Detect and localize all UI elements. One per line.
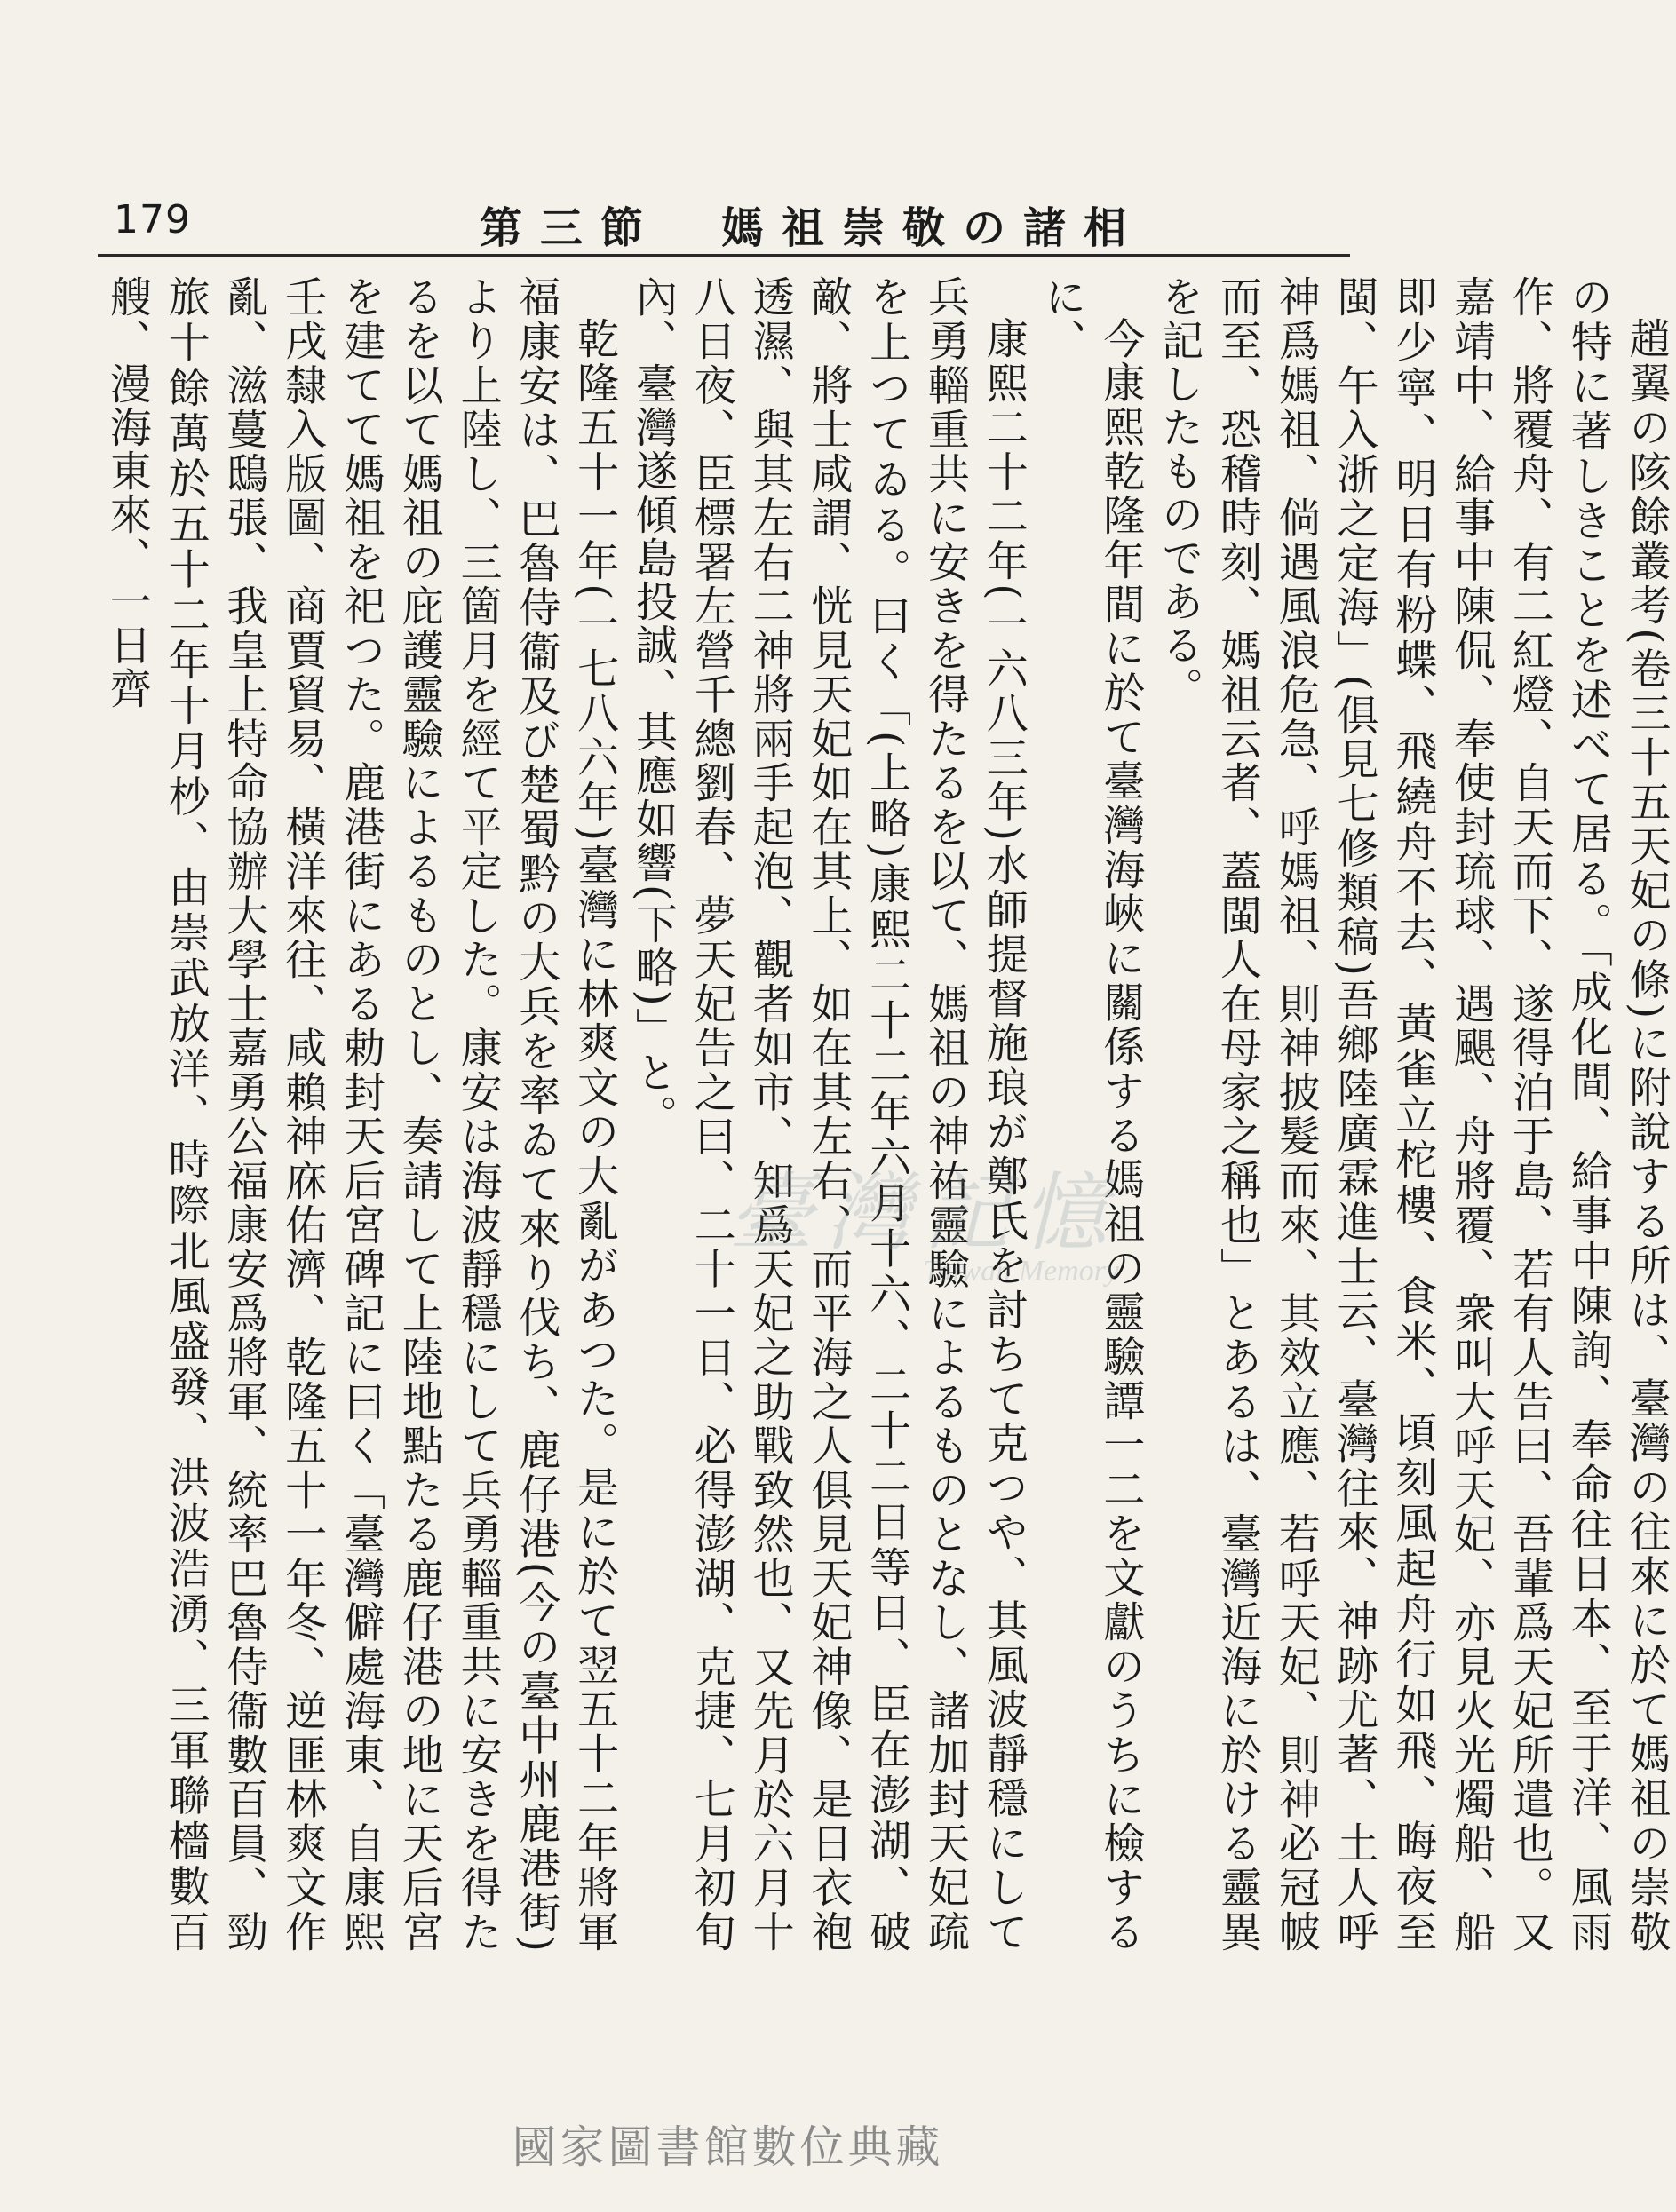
page-number: 179 — [114, 197, 191, 242]
paragraph-zhao-yi: 趙翼の陔餘叢考(卷三十五天妃の條)に附說する所は、臺灣の往來に於て媽祖の崇敬の特に著しきことを述べて居る。「成化間、給事中陳詢、奉命往日本、至于洋、風雨作、將覆舟、有二紅燈、自天而下、遂得泊于島、若有人告曰、吾輩爲天妃所遣也。又嘉靖中、給事中陳侃、奉使封琉球、遇颶、舟將覆、衆叫大呼天妃、亦見火光燭船、船即少寧、明日有粉蝶、飛繞舟不去、黃雀立柁樓、食米、頃刻風起舟行如飛、晦夜至閩、午入浙之定海」(俱見七修類稿)吾鄉陸廣霖進士云、臺灣往來、神跡尤著、土人呼神爲媽祖、倘遇風浪危急、呼媽祖、則神披髮而來、其效立應、若呼天妃、則神必冠帔而至、恐稽時刻、媽祖云者、蓋閩人在母家之稱也」とあるは、臺灣近海に於ける靈異を記したものである。 — [1155, 275, 1672, 1954]
paragraph-intro-kangxi-qianlong: 今康熙乾隆年間に於て臺灣海峽に關係する媽祖の靈驗譚一二を文獻のうちに檢するに、 — [1037, 275, 1146, 1954]
watermark-latin: Taiwan Memory — [923, 1255, 1119, 1288]
running-head: 第三節 媽祖崇敬の諸相 — [480, 203, 1145, 253]
paragraph-qianlong-51: 乾隆五十一年(一七八六年)臺灣に林爽文の大亂があつた。是に於て翌五十二年將軍福康安は、巴魯侍衞及び楚蜀黔の大兵を率ゐて來り伐ち、鹿仔港(今の臺中州鹿港街)より上陸し、三箇月を經て平定した。康安は海波靜穩にして兵勇輜重共に安きを得たるを以て媽祖の庇護靈驗によるものとし、奏請して上陸地點たる鹿仔港の地に天后宮を建てて媽祖を祀つた。鹿港街にある勅封天后宮碑記に曰く「臺灣僻處海東、自康熙壬戌隸入版圖、商賈貿易、橫洋來往、咸賴神庥佑濟、乾隆五十一年冬、逆匪林爽文作亂、滋蔓鴟張、我皇上特命協辦大學士嘉勇公福康安爲將軍、統率巴魯侍衞數百員、勁旅十餘萬於五十二年十月杪、由崇武放洋、時際北風盛發、洪波浩湧、三軍聯檣數百艘、漫海東來、一日齊 — [102, 275, 620, 1954]
body-text — [98, 275, 1676, 1954]
header-rule — [98, 254, 1350, 257]
footer-credit: 國家圖書館數位典藏 — [512, 2121, 944, 2173]
paragraph-kangxi-22: 康熙二十二年(一六八三年)水師提督施琅が鄭氏を討ちて克つや、其風波靜穩にして兵勇輜重共に安きを得たるを以て、媽祖の神祐靈驗によるものとなし、諸加封天妃疏を上つてゐる。曰く「(上略)康熙二十二年六月十六、二十二日等日、臣在澎湖、破敵、將士咸謂、恍見天妃如在其上、如在其左右、而平海之人俱見天妃神像、是日衣袍透濕、與其左右二神將兩手起泡、觀者如市、知爲天妃之助戰致然也、又先月於六月十八日夜、臣標署左營千總劉春、夢天妃告之曰、二十一日、必得澎湖、克捷、七月初旬內、臺灣遂傾島投誠、其應如響(下略)」と。 — [628, 275, 1029, 1954]
watermark-script: 臺灣記憶 — [728, 1163, 1119, 1263]
body-text-block — [98, 275, 1672, 1971]
